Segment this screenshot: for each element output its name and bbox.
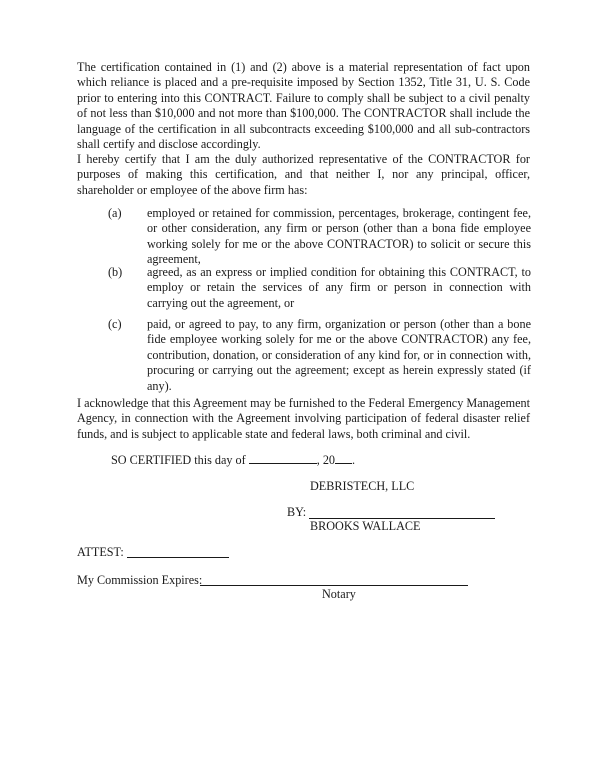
certified-year-field[interactable] <box>335 452 352 464</box>
list-item-label: (b) <box>108 265 123 279</box>
list-item-label: (a) <box>108 206 122 220</box>
certified-year-prefix: , 20 <box>316 453 336 467</box>
certification-penalty-paragraph: The certification contained in (1) and (2) above is a material representation of fact upon which reliance is placed and a pre-requisite imposed by Section 1352, Title 31, U. S. Code prior to entering into this CONTRACT. Failure to comply shall be subject to a civil penalty of not less than $10,000 and not more than $100,000. The CONTRACTOR shall include the language of the certification in all subcontracts exceeding $100,000 and all sub-contractors shall certify and disclose accordingly. <box>77 60 530 152</box>
notary-label: Notary <box>322 587 356 601</box>
list-item-text: agreed, as an express or implied condition for obtaining this CONTRACT, to employ or retain the services of any firm or person in connection with carrying out the agreement, or <box>147 265 531 310</box>
commission-expires-line[interactable] <box>200 585 468 586</box>
list-item-text: paid, or agreed to pay, to any firm, organization or person (other than a bone fide employee working solely for me or the above CONTRACTOR) any fee, contribution, donation, or consideration of any kind for, or in connection with, procuring or carrying out the agreement; except as herein expressly stated (if any). <box>147 317 531 393</box>
signer-name: BROOKS WALLACE <box>310 519 421 533</box>
authorized-representative-paragraph: I hereby certify that I am the duly authorized representative of the CONTRACTOR for purposes of making this certification, and that neither I, nor any principal, officer, shareholder or employee of the above firm has: <box>77 152 530 197</box>
by-label: BY: <box>287 505 307 519</box>
attest-label: ATTEST: <box>77 545 124 559</box>
commission-expires-label: My Commission Expires: <box>77 573 203 587</box>
certified-prefix: SO CERTIFIED this day of <box>111 453 246 467</box>
fema-acknowledgement-paragraph: I acknowledge that this Agreement may be furnished to the Federal Emergency Management Agency, in connection with the Agreement involving participation of federal disaster relief funds, and is subject to applicable state and federal laws, both criminal and civil. <box>77 396 530 441</box>
list-item-label: (c) <box>108 317 122 331</box>
list-item-text: employed or retained for commission, percentages, brokerage, contingent fee, or other consideration, any firm or person (other than a bona fide employee working solely for me or the above CONTRACTOR) to solicit or secure this agreement, <box>147 206 531 267</box>
certified-day-field[interactable] <box>249 452 317 464</box>
attest-signature-line[interactable] <box>127 557 229 558</box>
certified-suffix: . <box>352 453 356 467</box>
certified-date-line <box>111 452 355 468</box>
company-name: DEBRISTECH, LLC <box>310 479 415 493</box>
